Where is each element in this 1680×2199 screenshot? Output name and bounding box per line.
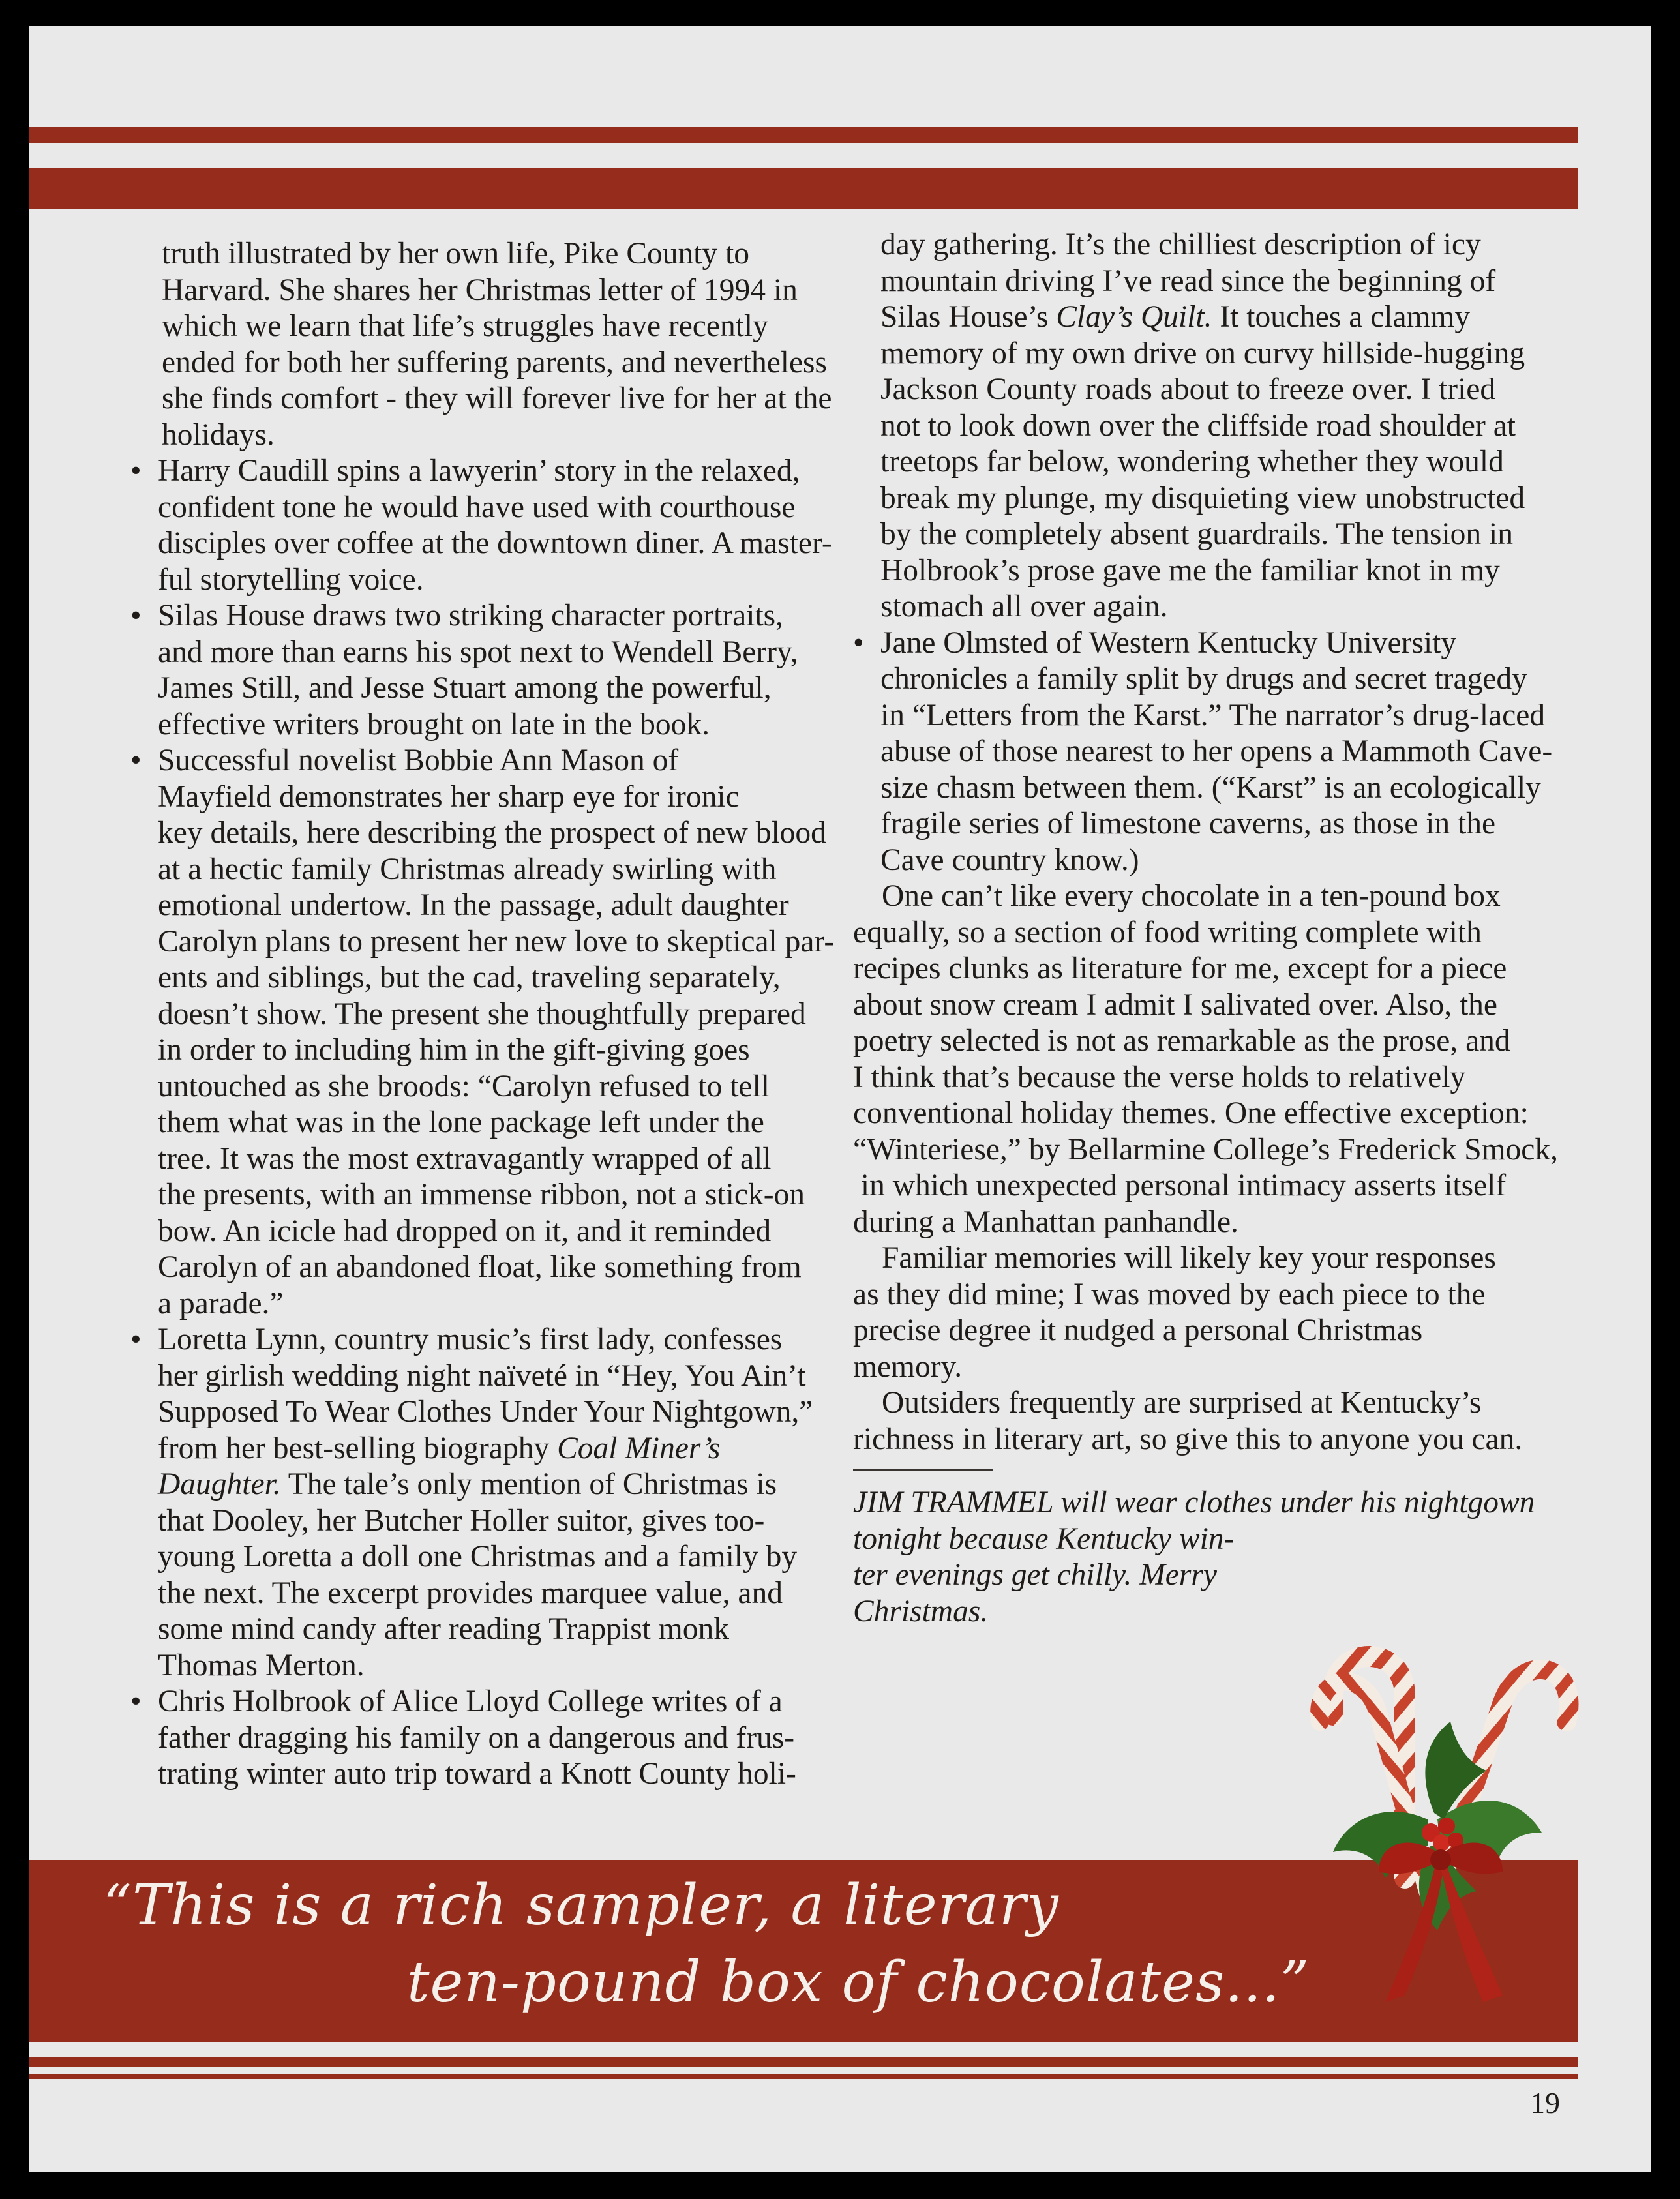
bullet-mason: • Successful novelist Bobbie Ann Mason of Mayfield demonstrates her sharp eye for ironic key details, here describing the prospect of new blood at a hectic family Christmas already swirling with emotional undertow. In the passage, adult daughter Carolyn plans to present her new love to skeptical par- ents and siblings, but the cad, traveling separately, doesn’t show. The present she thoughtfully prepared in order to including him in the gift-giving goes untouched as she broods: “Carolyn refused to tell them what was in the lone package left under the tree. It was the most extravagantly wrapped of all the presents, with an immense ribbon, not a stick-on bow. An icicle had dropped on it, and it reminded Carolyn of an abandoned float, like something from a parade.” <box>133 743 883 1322</box>
candy-canes-holly-icon <box>1307 1604 1594 2022</box>
top-thick-band <box>29 168 1578 209</box>
right-column <box>853 227 1603 1630</box>
magazine-page <box>29 26 1651 2172</box>
pull-quote-line1: “This is a rich sampler, a literary <box>103 1873 1059 1938</box>
bottom-hairline-band <box>29 2074 1578 2079</box>
book-title: Clay’s Quilt. <box>1056 300 1212 334</box>
bullet-caudill: • Harry Caudill spins a lawyerin’ story in the relaxed, confident tone he would have used with courthouse disciples over coffee at the downtown diner. A master- ful storytelling voice. <box>133 453 883 598</box>
book-title-cont: Daughter. <box>158 1467 281 1501</box>
bio-divider <box>853 1469 993 1471</box>
author-bio: JIM TRAMMEL will wear clothes under his nightgown tonight because Kentucky win- ter evenings get chilly. Merry Christmas. <box>853 1486 1535 1628</box>
paragraph-chocolate: One can’t like every chocolate in a ten-pound box equally, so a section of food writing complete with recipes clunks as literature for me, except for a piece about snow cream I admit I salivated over. Also, the poetry selected is not as remarkable as the prose, and I think that’s because the verse holds to relatively conventional holiday themes. One effective exception: “Winteriese,” by Bellarmine College’s Frederick Smock, in which unexpected personal intimacy asserts itself during a Manhattan panhandle. <box>853 879 1559 1239</box>
bullet-lynn: • Loretta Lynn, country music’s first lady, confesses her girlish wedding night naïveté in “Hey, You Ain’t Supposed To Wear Clothes Under Your Nightgown,” from her best-selling biography Coal Miner’s Daughter. The tale’s only mention of Christmas is that Dooley, her Butcher Holler suitor, gives too- young Loretta a doll one Christmas and a family by the next. The excerpt provides marquee value, and some mind candy after reading Trappist monk Thomas Merton. <box>133 1322 883 1684</box>
bullet-house: • Silas House draws two striking character portraits, and more than earns his spot next to Wendell Berry, James Still, and Jesse Stuart among the powerful, effective writers brought on late in the book. <box>133 598 883 743</box>
book-title: Coal Miner’s <box>557 1431 721 1465</box>
top-thin-band <box>29 127 1578 143</box>
pull-quote-line2: ten-pound box of chocolates...” <box>407 1950 1310 2015</box>
bullet-list-right <box>853 625 1603 879</box>
bullet-olmsted: • Jane Olmsted of Western Kentucky University chronicles a family split by drugs and secret tragedy in “Letters from the Karst.” The narrator’s drug-laced abuse of those nearest to her opens a Mammoth Cave- size chasm between them. (“Karst” is an ecologically fragile series of limestone caverns, as those in the Cave country know.) <box>856 625 1603 879</box>
page-number: 19 <box>1530 2086 1560 2119</box>
intro-text: truth illustrated by her own life, Pike County to Harvard. She shares her Christmas letter of 1994 in which we learn that life’s struggles have recently ended for both her suffering parents, and nevertheless she finds comfort - they will forever live for her at the holidays. <box>162 237 832 452</box>
bullet-list <box>133 453 883 1793</box>
bottom-thin-band <box>29 2057 1578 2067</box>
holbrook-continued: day gathering. It’s the chilliest description of icy mountain driving I’ve read since the beginning of Silas House’s Clay’s Quilt. It touches a clammy memory of my own drive on curvy hillside-hugging Jackson County roads about to freeze over. I tried not to look down over the cliffside road shoulder at treetops far below, wondering whether they would break my plunge, my disquieting view unobstructed by the completely absent guardrails. The tension in Holbrook’s prose gave me the familiar knot in my stomach all over again. <box>880 228 1525 623</box>
left-column <box>133 236 883 1793</box>
paragraph-memories: Familiar memories will likely key your responses as they did mine; I was moved by each piece to the precise degree it nudged a personal Christmas memory. <box>853 1241 1496 1384</box>
bullet-holbrook: • Chris Holbrook of Alice Lloyd College writes of a father dragging his family on a dangerous and frus- trating winter auto trip toward a Knott County holi- <box>133 1684 883 1793</box>
paragraph-outsiders: Outsiders frequently are surprised at Kentucky’s richness in literary art, so give this to anyone you can. <box>853 1386 1523 1456</box>
